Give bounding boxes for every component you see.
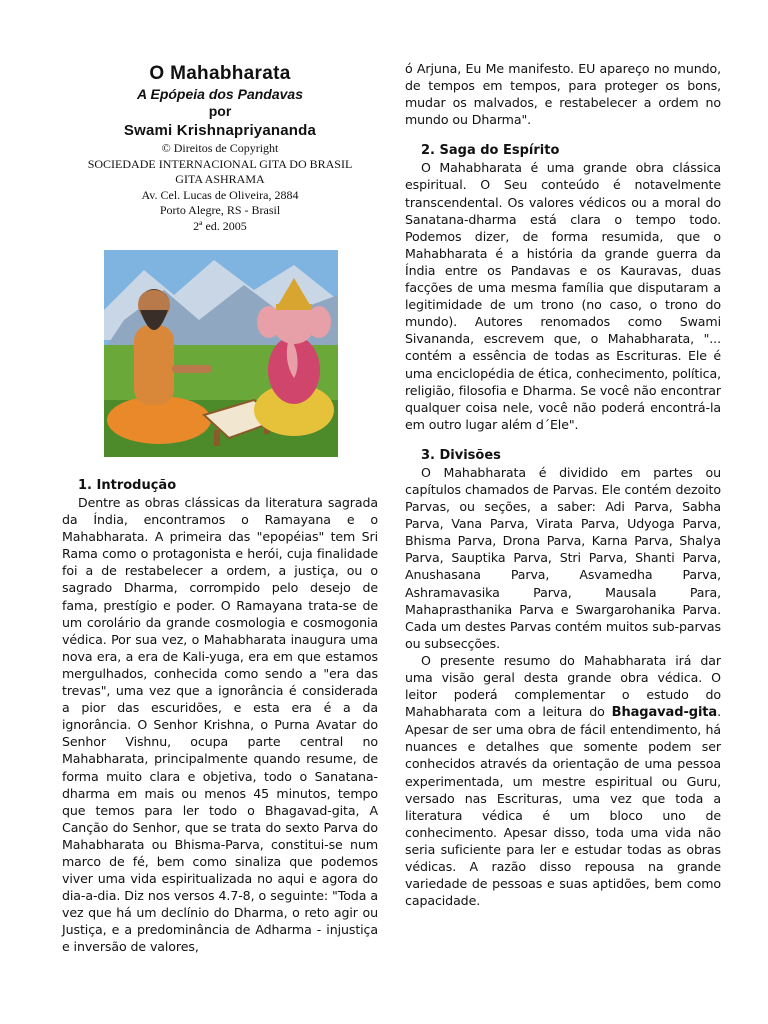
section-heading-introducao: 1. Introdução bbox=[78, 478, 177, 493]
document-title: O Mahabharata bbox=[149, 63, 291, 84]
right-column bbox=[405, 62, 721, 909]
publisher-ashrama: GITA ASHRAMA bbox=[175, 172, 265, 186]
section-heading-divisoes: 3. Divisões bbox=[421, 447, 501, 463]
paragraph-introducao: Dentre as obras clássicas da literatura sagrada da Índia, encontramos o Ramayana e o Mahabharata. A primeira das "epopéias" tem Sri Rama como o protagonista e herói, cuja finalidade foi a de restabelecer a ordem, a justiça, ou o sagrado Dharma, corrompido pelo desejo de fama, prestígio e poder. O Ramayana trata-se de um corolário da grande cosmologia e cosmogonia védica. Por sua vez, o Mahabharata inaugura uma nova era, a era de Kali-yuga, era em que estamos mergulhados, conhecida como sendo a "era das trevas", uma vez que a ignorância é considerada a pior das escuridões, e esta era é a da ignorância. O Senhor Krishna, o Purna Avatar do Senhor Vishnu, ocupa parte central no Mahabharata, principalmente quando resume, de forma muito clara e objetiva, todo o Sanatana-dharma em mais ou menos 45 minutos, tempo que temos para ler todo o Bhagavad-gita, A Canção do Senhor, que se trata do sexto Parva do Mahabharata ou Bhisma-Parva, constitui-se num marco de fé, bem como sinaliza que podemos viver uma vida espiritualizada no aqui e agora do dia-a-dia. Diz nos versos 4.7-8, o seguinte: "Toda a vez que há um declínio do Dharma, o reto agir ou Justiça, e a predominância de Adharma - injustiça e inversão de valores, bbox=[62, 495, 378, 955]
byline-por: por bbox=[208, 103, 232, 119]
publisher-city: Porto Alegre, RS - Brasil bbox=[159, 203, 281, 217]
paragraph-resumo-start: O presente resumo do Mahabharata irá dar uma visão geral desta grande obra védica. O leitor poderá complementar o estudo do Mahabharata com a leitura do bbox=[405, 652, 721, 720]
left-column bbox=[62, 62, 378, 956]
paragraph-resumo-end: . Apesar de ser uma obra de fácil entendimento, há nuances e detalhes que somente podem ser conhecidos através da orientação de uma pessoa experimentada, um mestre espiritual ou Guru, versado nas Escrituras, uma vez que toda a literatura védica é um bloco uno de conhecimento. Apesar disso, toda uma vida não seria suficiente para ler e estudar todas as obras védicas. A razão disso repousa na grande variedade de pessoas e suas aptidões, bem como capacidade. bbox=[405, 704, 721, 909]
sage-and-ganesha-illustration bbox=[104, 250, 338, 457]
bhagavad-gita-bold: Bhagavad-gita bbox=[611, 705, 718, 721]
publisher-name: SOCIEDADE INTERNACIONAL GITA DO BRASIL bbox=[87, 156, 353, 171]
section-heading-saga: 2. Saga do Espírito bbox=[421, 143, 560, 159]
author-name: Swami Krishnapriyananda bbox=[123, 122, 317, 139]
paragraph-divisoes: O Mahabharata é dividido em partes ou capítulos chamados de Parvas. Ele contém dezoito Parvas, ou seções, a saber: Adi Parva, Sabha Parva, Vana Parva, Virata Parva, Udyoga Parva, Bhisma Parva, Drona Parva, Karna Parva, Shalya Parva, Sauptika Parva, Stri Parva, Shanti Parva, Anushasana Parva, Asvamedha Parva, Ashramavasika Parva, Mausala Para, Mahaprasthanika Parva e Swargarohanika Parva. Cada um destes Parvas contém muitos sub-parvas ou subsecções. bbox=[405, 464, 721, 651]
paragraph-introducao-continuation: ó Arjuna, Eu Me manifesto. EU apareço no mundo, de tempos em tempos, para proteger os bons, mudar os malvados, e restabelecer a ordem no mundo ou Dharma". bbox=[405, 61, 721, 128]
document-subtitle: A Epópeia dos Pandavas bbox=[137, 86, 303, 102]
paragraph-resumo bbox=[405, 652, 721, 909]
edition-line: 2ª ed. 2005 bbox=[193, 218, 247, 233]
copyright-line: © Direitos de Copyright bbox=[161, 141, 279, 155]
publisher-address: Av. Cel. Lucas de Oliveira, 2884 bbox=[141, 187, 299, 202]
paragraph-saga: O Mahabharata é uma grande obra clássica espiritual. O Seu conteúdo é notavelmente transcendental. Os valores védicos ou a moral do Sanatana-dharma está clara o tempo todo. Podemos dizer, de forma resumida, que o Mahabharata é a história da grande guerra da Índia entre os Pandavas e os Kauravas, duas facções de uma mesma família que disputaram a legitimidade de um trono (no caso, o trono do mundo). Autores renomados como Swami Sivananda, escrevem que, o Mahabharata, "... contém a essência de todas as Escrituras. Ele é uma enciclopédia de ética, conhecimento, política, religião, filosofia e Dharma. Se você não encontrar qualquer coisa nele, você não poderá encontrá-la em outro lugar além d´Ele". bbox=[405, 160, 721, 432]
